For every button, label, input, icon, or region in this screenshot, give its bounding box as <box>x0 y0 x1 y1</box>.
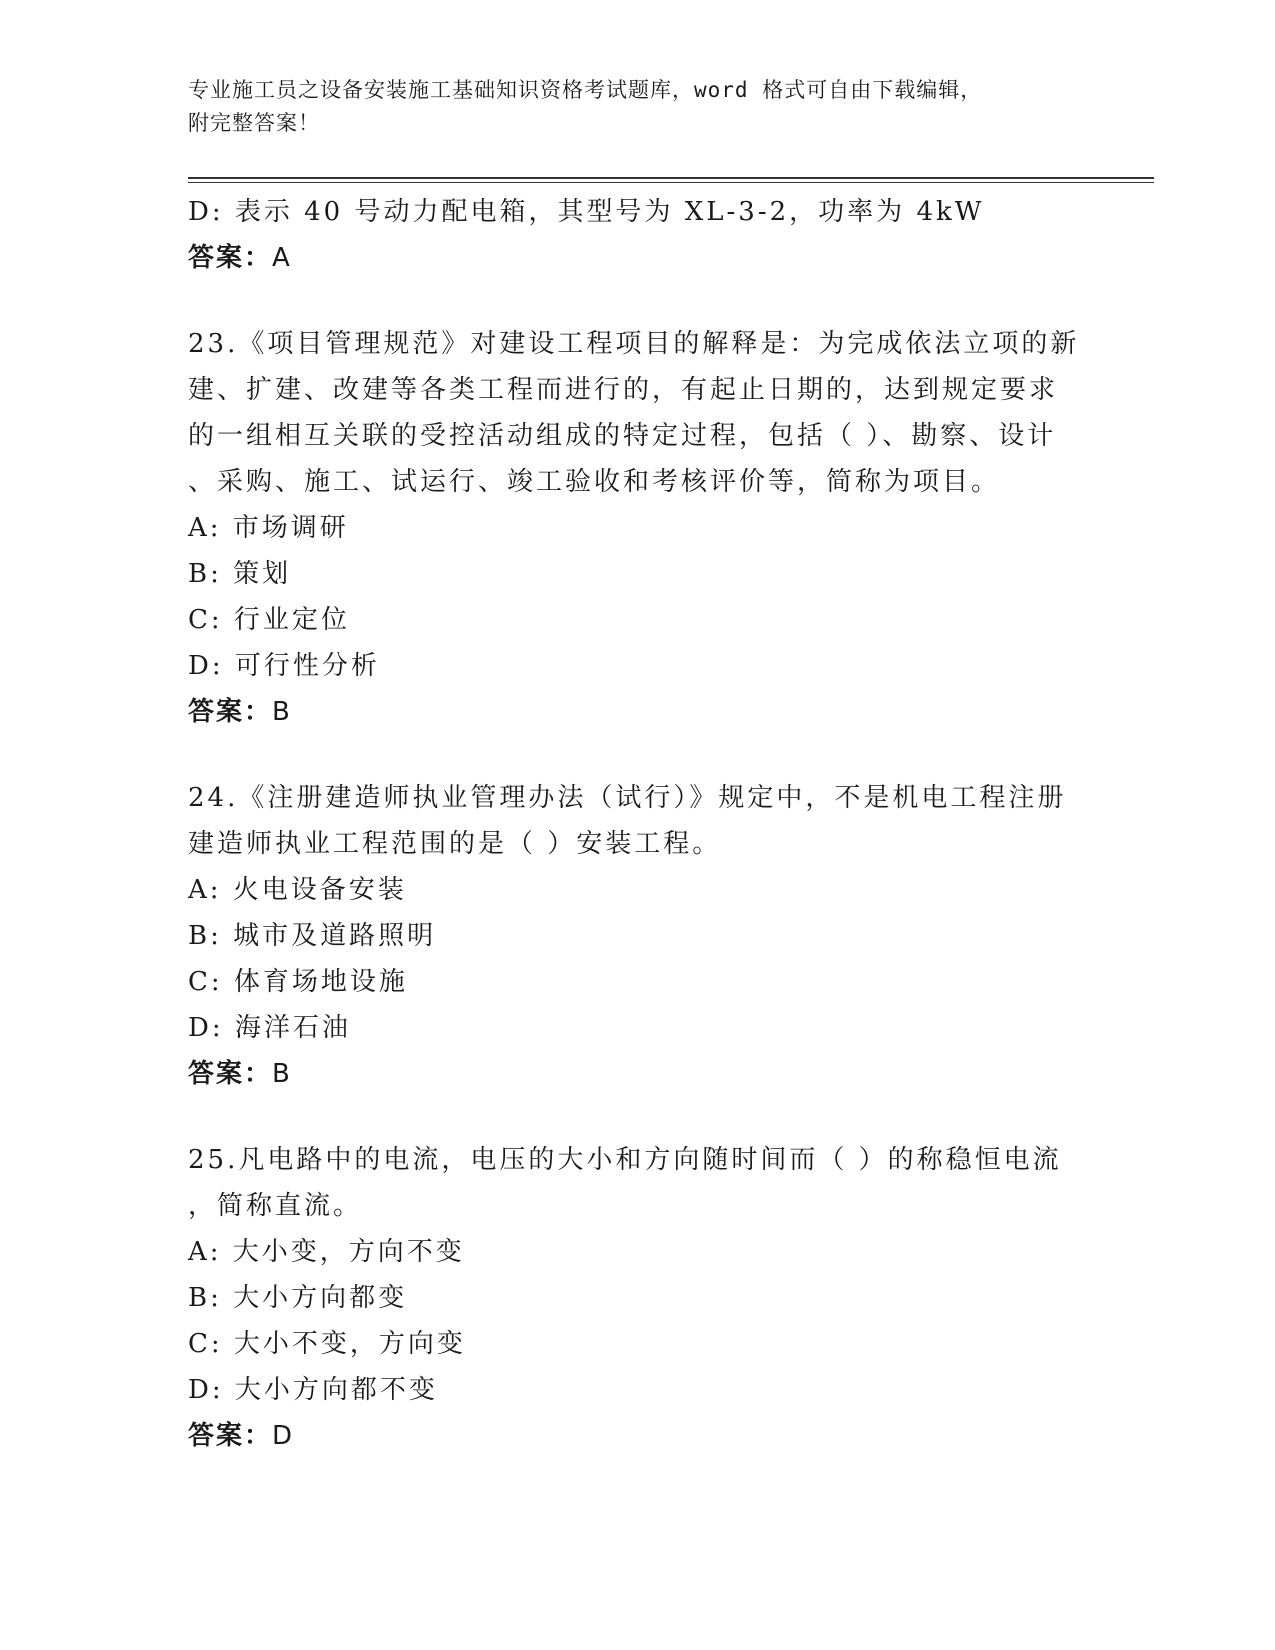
answer-label: 答案： <box>188 1059 273 1089</box>
answer-label: 答案： <box>188 1421 273 1451</box>
answer-value: B <box>272 1059 292 1089</box>
question-stem-line: 23.《项目管理规范》对建设工程项目的解释是：为完成依法立项的新 <box>188 329 1080 359</box>
header-divider-thick <box>188 177 1154 179</box>
spacer <box>188 1097 1088 1137</box>
question-content <box>188 189 1088 1459</box>
option-b: B: 大小方向都变 <box>188 1283 408 1313</box>
answer-value: D <box>272 1421 295 1451</box>
question-24 <box>188 775 1088 1097</box>
option-a: A: 火电设备安装 <box>188 875 407 905</box>
option-a: A: 大小变，方向不变 <box>188 1237 465 1267</box>
option-a: A: 市场调研 <box>188 513 349 543</box>
prev-answer <box>188 235 1088 281</box>
question-25 <box>188 1137 1088 1459</box>
answer-value: A <box>272 243 292 273</box>
question-stem-line: 24.《注册建造师执业管理办法（试行）》规定中，不是机电工程注册 <box>188 783 1067 813</box>
option-c: C: 体育场地设施 <box>188 967 408 997</box>
header-line-2: 附完整答案！ <box>188 111 320 135</box>
question-stem-line: 建、扩建、改建等各类工程而进行的，有起止日期的，达到规定要求 <box>188 375 1059 405</box>
spacer <box>188 735 1088 775</box>
question-stem-line: ，简称直流。 <box>188 1191 363 1221</box>
option-b: B: 城市及道路照明 <box>188 921 437 951</box>
answer-value: B <box>272 697 292 727</box>
question-stem-line: 25.凡电路中的电流，电压的大小和方向随时间而（ ）的称稳恒电流 <box>188 1145 1062 1175</box>
question-stem-line: 的一组相互关联的受控活动组成的特定过程，包括（ ）、勘察、设计 <box>188 421 1057 451</box>
header-line-1: 专业施工员之设备安装施工基础知识资格考试题库，word 格式可自由下载编辑， <box>188 78 983 102</box>
option-b: B: 策划 <box>188 559 292 589</box>
option-c: C: 大小不变，方向变 <box>188 1329 466 1359</box>
question-23 <box>188 321 1088 735</box>
answer-label: 答案： <box>188 697 273 727</box>
question-stem-line: 建造师执业工程范围的是（ ）安装工程。 <box>188 829 722 859</box>
option-d: D: 大小方向都不变 <box>188 1375 438 1405</box>
spacer <box>188 281 1088 321</box>
answer-line <box>188 689 1088 735</box>
answer-label: 答案： <box>188 243 273 273</box>
question-stem-line: 、采购、施工、试运行、竣工验收和考核评价等，简称为项目。 <box>188 467 1001 497</box>
option-d: D: 海洋石油 <box>188 1013 351 1043</box>
answer-line <box>188 1051 1088 1097</box>
option-c: C: 行业定位 <box>188 605 350 635</box>
option-d: D: 可行性分析 <box>188 651 380 681</box>
answer-line <box>188 1413 1088 1459</box>
prev-option-d: D: 表示 40 号动力配电箱，其型号为 XL-3-2，功率为 4kW <box>188 197 985 227</box>
header-divider-thin <box>188 182 1154 183</box>
document-header <box>188 74 1068 140</box>
